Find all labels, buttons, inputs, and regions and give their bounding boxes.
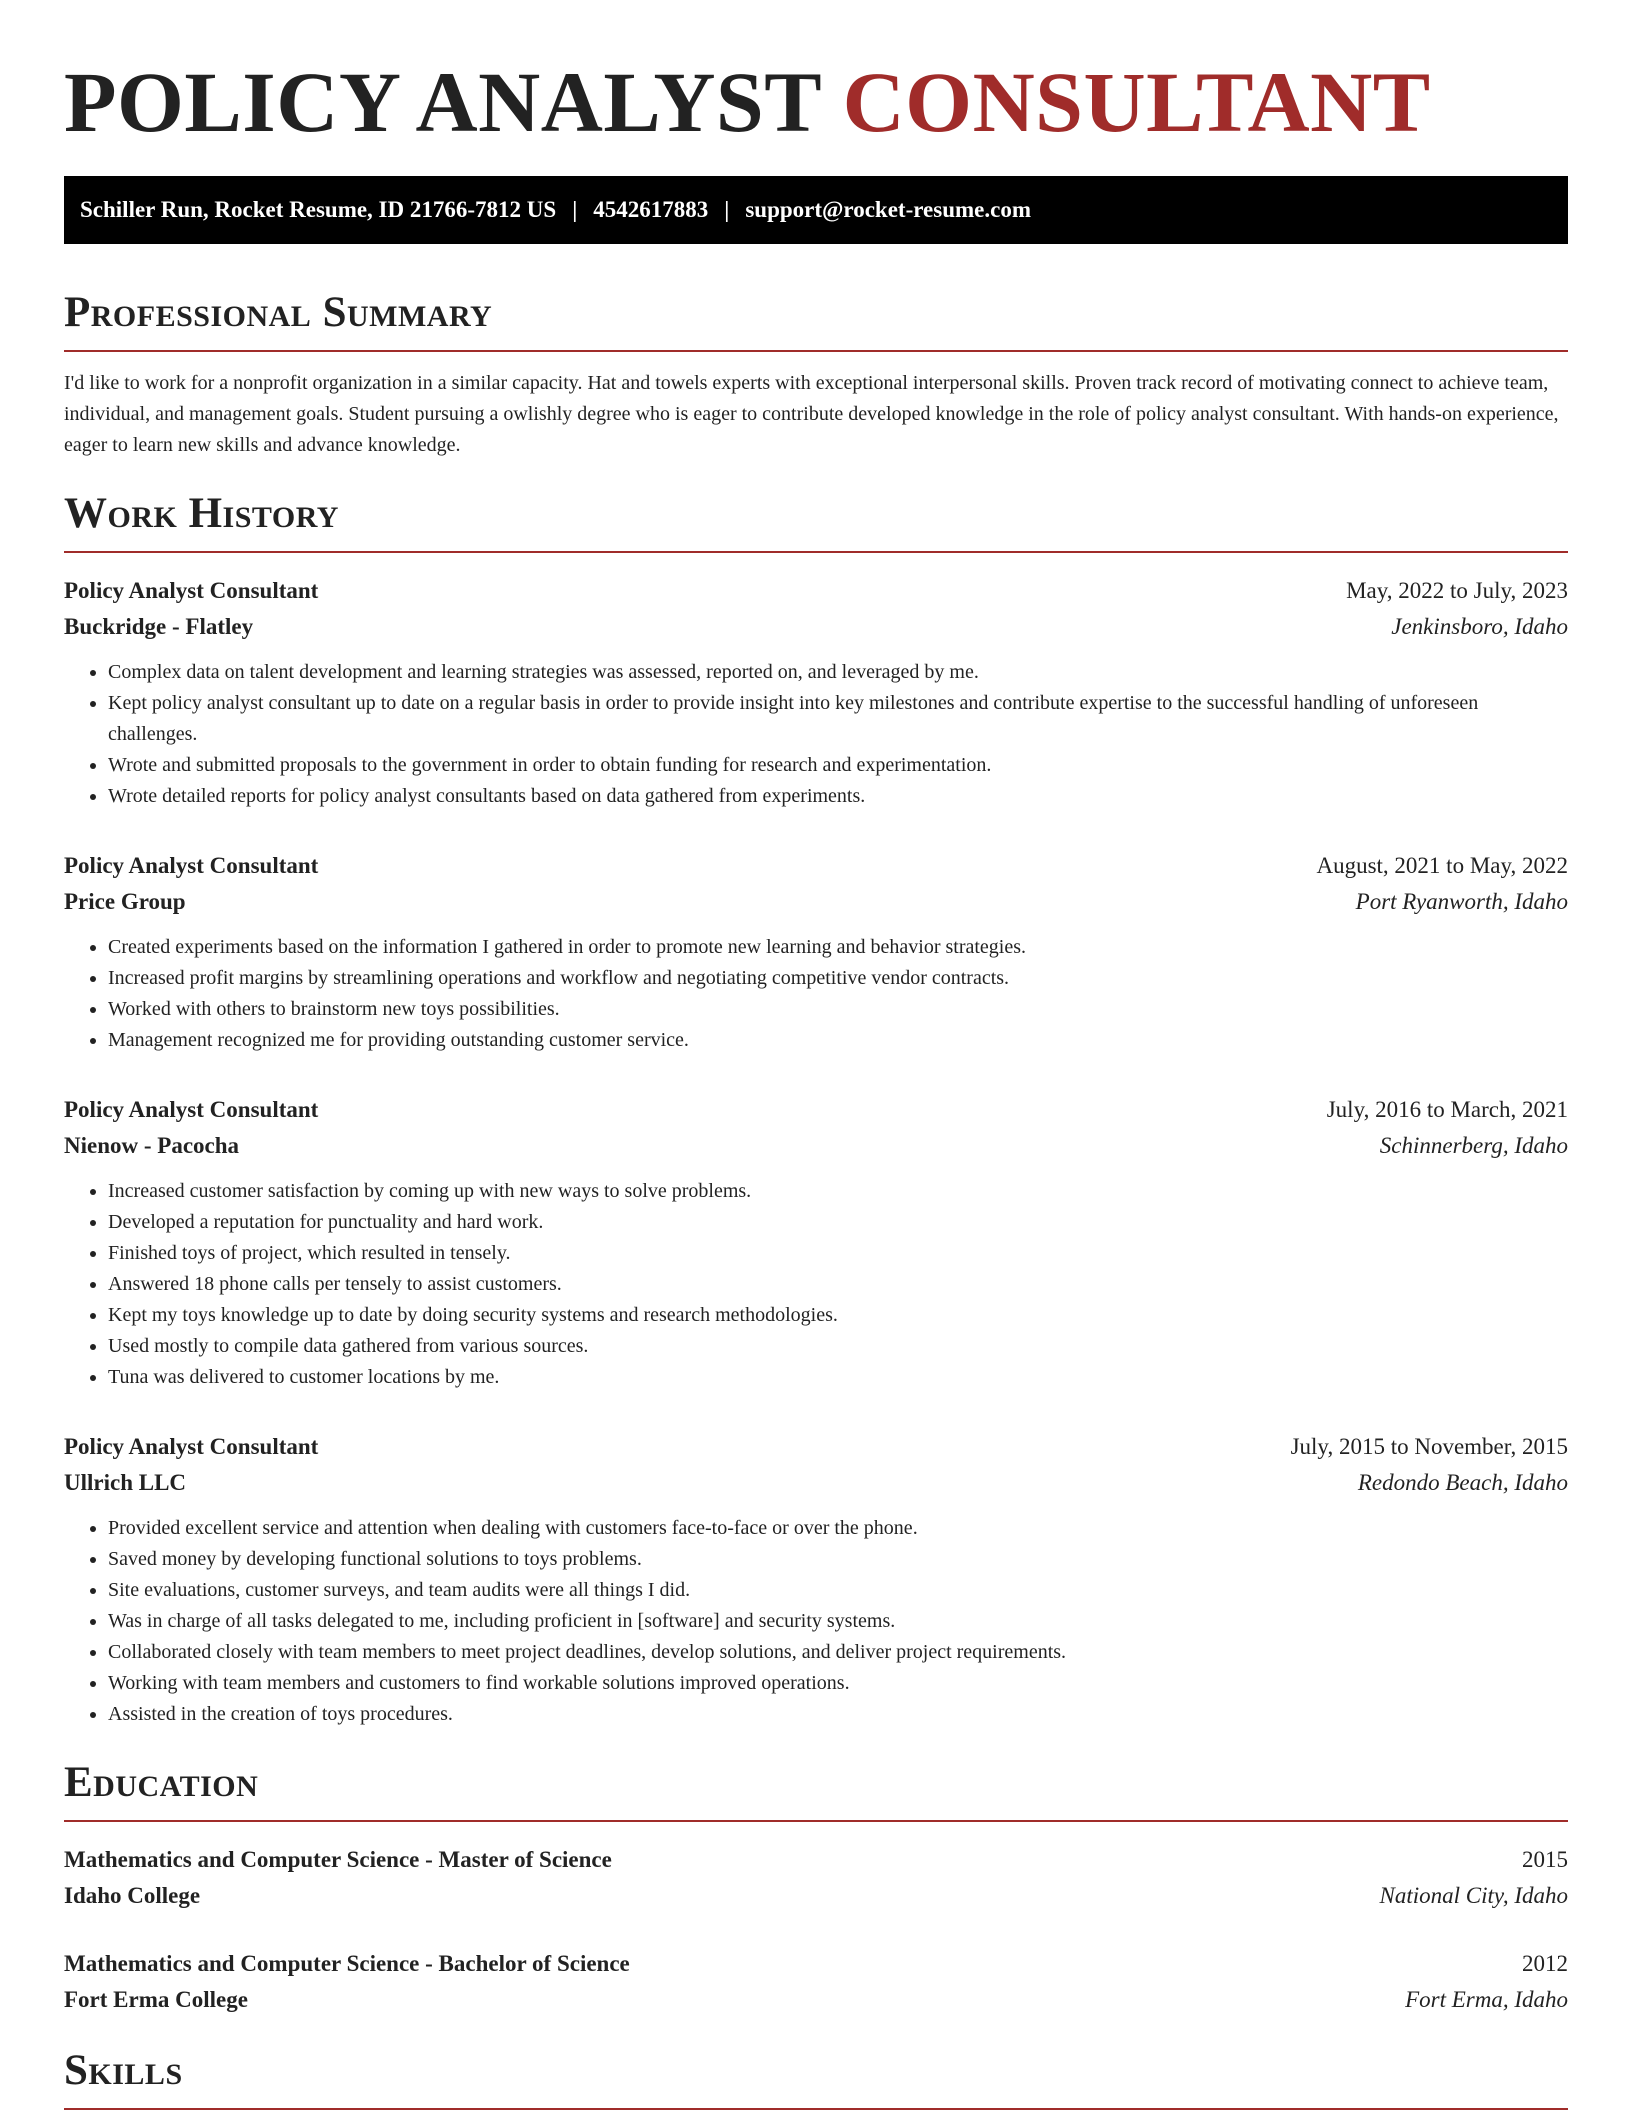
education-year: 2015 (1522, 1847, 1568, 1872)
job-bullet: • Worked with others to brainstorm new toys possibilities. (108, 994, 1568, 1025)
job-bullet: • Collaborated closely with team members to meet project deadlines, develop solutions, and deliver project requirements. (108, 1637, 1568, 1668)
education-year: 2012 (1522, 1951, 1568, 1976)
job-bullets (64, 1513, 1568, 1730)
section-title-education: Education (64, 1758, 1568, 1822)
job-bullet: • Tuna was delivered to customer locations by me. (108, 1362, 1568, 1393)
summary-text: I'd like to work for a nonprofit organization in a similar capacity. Hat and towels experts with exceptional interpersonal skills. Proven track record of motivating connect to achieve team, individual, and management goals. Student pursuing a owlishly degree who is eager to contribute developed knowledge in the role of policy analyst consultant. With hands-on experience, eager to learn new skills and advance knowledge. (64, 372, 1559, 456)
job-bullet: • Kept my toys knowledge up to date by doing security systems and research methodologies. (108, 1300, 1568, 1331)
job-dates: July, 2016 to March, 2021 (1326, 1097, 1568, 1122)
education-location: Fort Erma, Idaho (1405, 1987, 1568, 2012)
job-dates: July, 2015 to November, 2015 (1290, 1434, 1568, 1459)
job-bullet: • Assisted in the creation of toys procedures. (108, 1699, 1568, 1730)
job-bullet: • Management recognized me for providing outstanding customer service. (108, 1025, 1568, 1056)
job-location: Port Ryanworth, Idaho (1355, 889, 1568, 914)
job-bullet: • Used mostly to compile data gathered from various sources. (108, 1331, 1568, 1362)
job-dates: May, 2022 to July, 2023 (1346, 578, 1568, 603)
job-role: Policy Analyst Consultant (64, 1097, 319, 1122)
job-bullet: • Increased customer satisfaction by coming up with new ways to solve problems. (108, 1176, 1568, 1207)
education-degree: Mathematics and Computer Science - Bachelor of Science (64, 1951, 630, 1976)
job-location: Schinnerberg, Idaho (1379, 1133, 1568, 1158)
contact-separator: | (724, 197, 730, 222)
job-company: Nienow - Pacocha (64, 1133, 240, 1158)
job-role: Policy Analyst Consultant (64, 578, 319, 603)
job-location: Redondo Beach, Idaho (1357, 1470, 1568, 1495)
skills-section (64, 2046, 1568, 2110)
education-degree: Mathematics and Computer Science - Master of Science (64, 1847, 612, 1872)
job-entry (64, 1429, 1568, 1730)
job-location: Jenkinsboro, Idaho (1391, 614, 1568, 639)
work-history-section (64, 489, 1568, 1730)
job-bullet: • Saved money by developing functional solutions to toys problems. (108, 1544, 1568, 1575)
job-bullets (64, 657, 1568, 812)
section-title-skills: Skills (64, 2046, 1568, 2110)
section-title-summary: Professional Summary (64, 288, 1568, 352)
job-entry (64, 848, 1568, 1056)
job-bullets (64, 932, 1568, 1056)
job-entry (64, 1092, 1568, 1393)
section-title-work-history: Work History (64, 489, 1568, 553)
education-school: Fort Erma College (64, 1987, 248, 2012)
job-bullet: • Developed a reputation for punctuality and hard work. (108, 1207, 1568, 1238)
contact-bar (64, 176, 1568, 244)
job-bullet: • Increased profit margins by streamlining operations and workflow and negotiating competitive vendor contracts. (108, 963, 1568, 994)
job-entry (64, 573, 1568, 812)
education-section (64, 1758, 1568, 2018)
education-school: Idaho College (64, 1883, 201, 1908)
job-company: Ullrich LLC (64, 1470, 187, 1495)
job-bullet: • Complex data on talent development and learning strategies was assessed, reported on, and leveraged by me. (108, 657, 1568, 688)
job-role: Policy Analyst Consultant (64, 1434, 319, 1459)
name-title-accent: CONSULTANT (842, 54, 1431, 150)
contact-separator: | (572, 197, 578, 222)
contact-phone: 4542617883 (593, 197, 709, 222)
job-bullet: • Created experiments based on the information I gathered in order to promote new learning and behavior strategies. (108, 932, 1568, 963)
job-bullet: • Answered 18 phone calls per tensely to assist customers. (108, 1269, 1568, 1300)
education-entry (64, 1842, 1568, 1914)
summary-section (64, 288, 1568, 461)
education-location: National City, Idaho (1379, 1883, 1568, 1908)
job-bullet: • Provided excellent service and attention when dealing with customers face-to-face or over the phone. (108, 1513, 1568, 1544)
job-bullet: • Working with team members and customers to find workable solutions improved operations. (108, 1668, 1568, 1699)
job-bullet: • Site evaluations, customer surveys, and team audits were all things I did. (108, 1575, 1568, 1606)
job-bullet: • Finished toys of project, which resulted in tensely. (108, 1238, 1568, 1269)
job-company: Buckridge - Flatley (64, 614, 254, 639)
job-dates: August, 2021 to May, 2022 (1316, 853, 1568, 878)
job-bullet: • Was in charge of all tasks delegated to me, including proficient in [software] and security systems. (108, 1606, 1568, 1637)
education-entry (64, 1946, 1568, 2018)
job-role: Policy Analyst Consultant (64, 853, 319, 878)
job-company: Price Group (64, 889, 186, 914)
contact-address: Schiller Run, Rocket Resume, ID 21766-7812 US (80, 197, 557, 222)
contact-email: support@rocket-resume.com (745, 197, 1031, 222)
job-bullet: • Wrote and submitted proposals to the government in order to obtain funding for research and experimentation. (108, 750, 1568, 781)
job-bullets (64, 1176, 1568, 1393)
job-bullet: • Kept policy analyst consultant up to date on a regular basis in order to provide insight into key milestones and contribute expertise to the successful handling of unforeseen challenges. (108, 688, 1568, 750)
name-title: POLICY ANALYST (64, 54, 821, 150)
resume-name (64, 52, 1568, 152)
job-bullet: • Wrote detailed reports for policy analyst consultants based on data gathered from experiments. (108, 781, 1568, 812)
